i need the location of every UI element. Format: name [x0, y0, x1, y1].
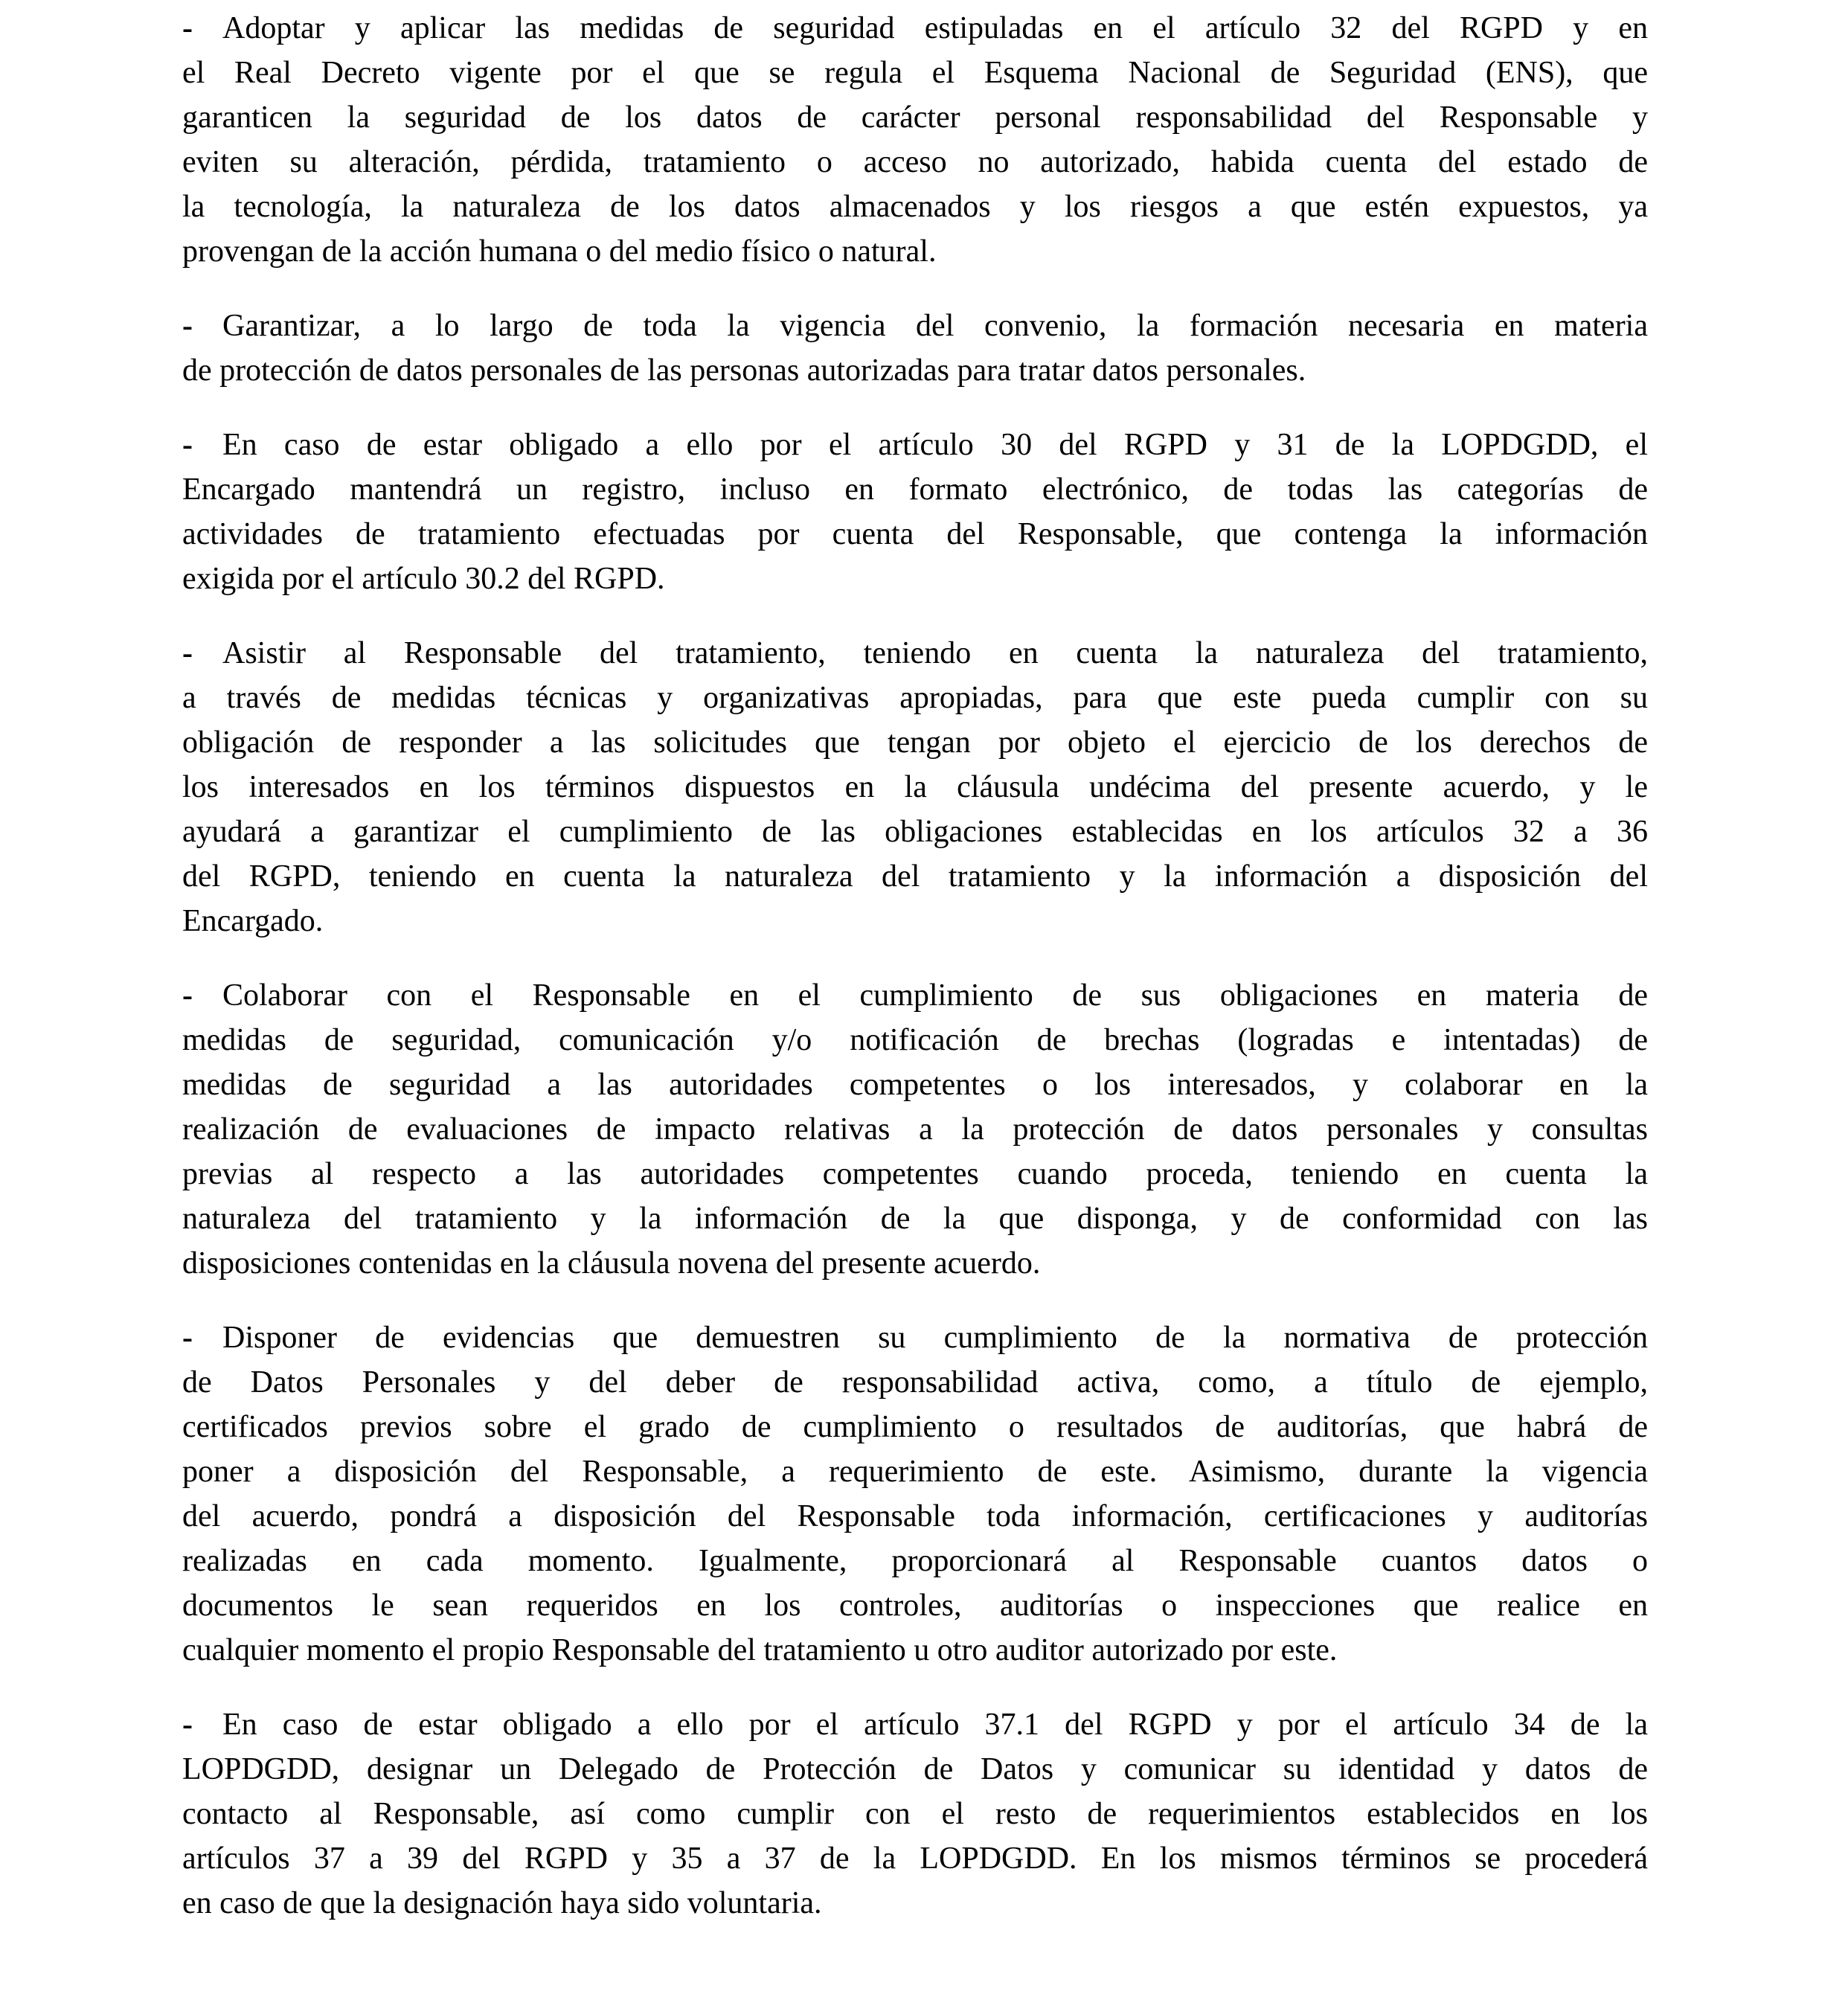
- text-line: de Datos Personales y del deber de responsabilidad activa, como, a título de ejemplo,: [182, 1365, 1648, 1400]
- paragraph-list: [182, 6, 1648, 1926]
- text-line: del RGPD, teniendo en cuenta la naturaleza del tratamiento y la información a disposición del: [182, 859, 1648, 894]
- text-line: - Asistir al Responsable del tratamiento, teniendo en cuenta la naturaleza del tratamiento,: [182, 636, 1648, 670]
- text-line: a través de medidas técnicas y organizativas apropiadas, para que este pueda cumplir con su: [182, 681, 1648, 715]
- text-line: los interesados en los términos dispuestos en la cláusula undécima del presente acuerdo, y le: [182, 770, 1648, 804]
- text-line: de protección de datos personales de las personas autorizadas para tratar datos personales.: [182, 353, 1306, 388]
- text-line: documentos le sean requeridos en los controles, auditorías o inspecciones que realice en: [182, 1589, 1648, 1623]
- tab-spacer: [193, 662, 222, 663]
- text-line: - Disponer de evidencias que demuestren su cumplimiento de la normativa de protección: [182, 1321, 1648, 1355]
- bullet-paragraph: [182, 304, 1648, 393]
- text-line: certificados previos sobre el grado de cumplimiento o resultados de auditorías, que habrá de: [182, 1410, 1648, 1444]
- text-line: - Adoptar y aplicar las medidas de seguridad estipuladas en el artículo 32 del RGPD y en: [182, 11, 1648, 45]
- tab-spacer: [193, 37, 222, 38]
- text-line: en caso de que la designación haya sido voluntaria.: [182, 1886, 822, 1920]
- text-line: eviten su alteración, pérdida, tratamiento o acceso no autorizado, habida cuenta del estado de: [182, 145, 1648, 179]
- bullet-paragraph: [182, 423, 1648, 601]
- text-line: - Garantizar, a lo largo de toda la vigencia del convenio, la formación necesaria en materia: [182, 309, 1648, 343]
- bullet-dash: -: [182, 11, 193, 45]
- text-line: disposiciones contenidas en la cláusula novena del presente acuerdo.: [182, 1246, 1041, 1280]
- text-line: previas al respecto a las autoridades competentes cuando proceda, teniendo en cuenta la: [182, 1157, 1648, 1191]
- text-line: LOPDGDD, designar un Delegado de Protección de Datos y comunicar su identidad y datos de: [182, 1752, 1648, 1786]
- text-line: naturaleza del tratamiento y la información de la que disponga, y de conformidad con las: [182, 1202, 1648, 1236]
- bullet-dash: -: [182, 309, 193, 343]
- bullet-dash: -: [182, 428, 193, 462]
- tab-spacer: [193, 454, 222, 455]
- text-line: Encargado.: [182, 904, 324, 938]
- text-line: del acuerdo, pondrá a disposición del Responsable toda información, certificaciones y auditorías: [182, 1499, 1648, 1533]
- bullet-paragraph: [182, 1702, 1648, 1926]
- text-line: medidas de seguridad, comunicación y/o notificación de brechas (logradas e intentadas) de: [182, 1023, 1648, 1057]
- text-line: exigida por el artículo 30.2 del RGPD.: [182, 562, 665, 596]
- bullet-dash: -: [182, 978, 193, 1013]
- bullet-paragraph: [182, 1315, 1648, 1673]
- text-line: la tecnología, la naturaleza de los datos almacenados y los riesgos a que estén expuestos, ya: [182, 190, 1648, 224]
- bullet-dash: -: [182, 636, 193, 670]
- text-line: ayudará a garantizar el cumplimiento de las obligaciones establecidas en los artículos 32 a 36: [182, 815, 1648, 849]
- text-line: - Colaborar con el Responsable en el cumplimiento de sus obligaciones en materia de: [182, 978, 1648, 1013]
- text-line: el Real Decreto vigente por el que se regula el Esquema Nacional de Seguridad (ENS), que: [182, 56, 1648, 90]
- text-line: - En caso de estar obligado a ello por el artículo 37.1 del RGPD y por el artículo 34 de la: [182, 1708, 1648, 1742]
- text-line: provengan de la acción humana o del medio físico o natural.: [182, 234, 937, 269]
- text-line: contacto al Responsable, así como cumplir con el resto de requerimientos establecidos en los: [182, 1797, 1648, 1831]
- tab-spacer: [193, 335, 222, 336]
- tab-spacer: [193, 1004, 222, 1005]
- text-line: realización de evaluaciones de impacto relativas a la protección de datos personales y consultas: [182, 1112, 1648, 1147]
- text-line: realizadas en cada momento. Igualmente, proporcionará al Responsable cuantos datos o: [182, 1544, 1648, 1578]
- bullet-paragraph: [182, 6, 1648, 274]
- text-line: artículos 37 a 39 del RGPD y 35 a 37 de la LOPDGDD. En los mismos términos se procederá: [182, 1841, 1648, 1876]
- text-line: Encargado mantendrá un registro, incluso en formato electrónico, de todas las categorías de: [182, 472, 1648, 507]
- bullet-dash: -: [182, 1708, 193, 1742]
- text-line: medidas de seguridad a las autoridades competentes o los interesados, y colaborar en la: [182, 1068, 1648, 1102]
- text-line: garanticen la seguridad de los datos de carácter personal responsabilidad del Responsable y: [182, 100, 1648, 135]
- text-line: poner a disposición del Responsable, a requerimiento de este. Asimismo, durante la vigencia: [182, 1455, 1648, 1489]
- bullet-paragraph: [182, 631, 1648, 943]
- text-line: actividades de tratamiento efectuadas por cuenta del Responsable, que contenga la información: [182, 517, 1648, 551]
- bullet-paragraph: [182, 973, 1648, 1286]
- bullet-dash: -: [182, 1321, 193, 1355]
- text-line: - En caso de estar obligado a ello por el artículo 30 del RGPD y 31 de la LOPDGDD, el: [182, 428, 1648, 462]
- text-line: cualquier momento el propio Responsable del tratamiento u otro auditor autorizado por este.: [182, 1633, 1338, 1667]
- text-line: obligación de responder a las solicitudes que tengan por objeto el ejercicio de los derechos de: [182, 725, 1648, 760]
